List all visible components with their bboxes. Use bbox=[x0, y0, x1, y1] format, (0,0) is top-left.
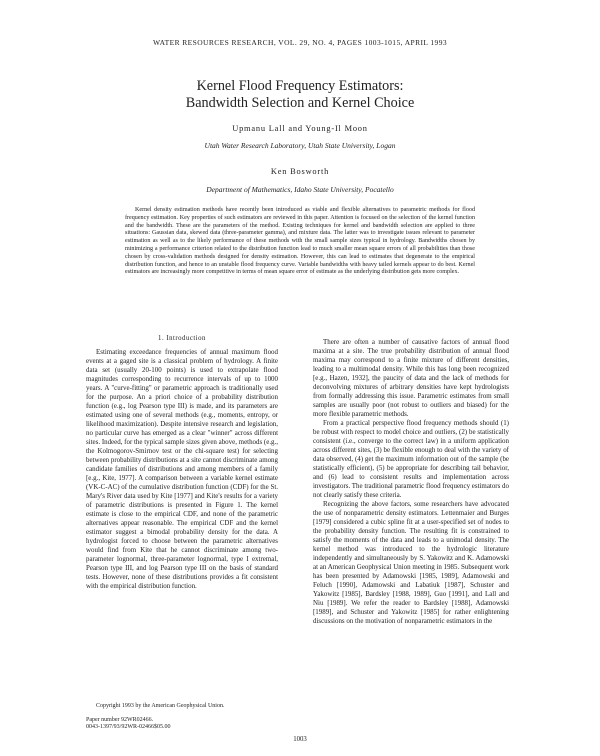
affiliation-primary: Utah Water Research Laboratory, Utah State University, Logan bbox=[204, 141, 396, 150]
authors-primary: Upmanu Lall and Young-Il Moon bbox=[232, 124, 368, 133]
paragraph: Estimating exceedance frequencies of annual maximum flood events at a gaged site is a classical problem of hydrology. A finite data set (usually 20-100 points) is used to extrapolate flood magnitudes corresponding to recurrence intervals of up to 1000 years. A "curve-fitting" or parametric approach is traditionally used for the purpose. An a priori choice of a probability distribution function (e.g., log Pearson type III) is made, and its parameters are estimated using one of several methods (e.g., moments, entropy, or likelihood maximization). Despite intensive research and legislation, no particular curve has emerged as a clear "winner" across different sites. Indeed, for the typical sample sizes given above, methods (e.g., the Kolmogorov-Smirnov test or the chi-square test) for selecting between probability distributions at a site cannot discriminate among candidate families of distributions and among members of a family [e.g., Kite, 1977]. A comparison between a variable kernel estimate (VK-C-AC) of the cumulative distribution function (CDF) for the St. Mary's River data used by Kite [1977] and Kite's results for a variety of parametric distributions is presented in Figure 1. The kernel estimate is close to the empirical CDF, and none of the parametric alternatives appear reasonable. The empirical CDF and the kernel estimator suggest a bimodal probability density for the data. A hydrologist forced to choose between the parametric alternatives would find from Kite that he cannot discriminate among two-parameter lognormal, three-parameter lognormal, type I extremal, Pearson type III, and log Pearson type III on the basis of standard tests. However, none of these distributions provides a fit consistent with the empirical distribution function. bbox=[86, 348, 278, 590]
journal-header: WATER RESOURCES RESEARCH, VOL. 29, NO. 4, PAGES 1003-1015, APRIL 1993 bbox=[152, 38, 448, 47]
paragraph: From a practical perspective flood frequency methods should (1) be robust with respect to model choice and outliers, (2) be statistically consistent (i.e., converge to the correct law) in a uniform application across different sites, (3) be flexible enough to deal with the variety of data observed, (4) get the maximum information out of the sample (be statistically efficient), (5) be appropriate for describing tail behavior, and (6) lead to consistent results and implementation across investigators. The traditional parametric flood frequency estimators do not clearly satisfy these criteria. bbox=[313, 419, 509, 499]
title-line-1: Kernel Flood Frequency Estimators: bbox=[196, 78, 404, 94]
abstract: Kernel density estimation methods have recently been introduced as viable and flexible alternatives to parametric methods for flood frequency estimation. Key properties of such estimators are reviewed in this paper. Attention is focused on the selection of the kernel function and the bandwidth. These are the parameters of the method. Existing techniques for kernel and bandwidth selection are applied to three situations: Gaussian data, skewed data (three-parameter gamma), and mixture data. The latter was to investigate issues relevant to parameter estimation as well as to the likely performance of these methods with the small sample sizes typical in hydrology. Bandwidths chosen by minimizing a performance criterion related to the distribution function lead to much smaller mean square errors of all probabilities than those chosen by cross-validation methods designed for density estimation. However, this can lead to estimates that degenerate to the empirical distribution function, and hence to an unstable flood frequency curve. Variable bandwidths with heavy tailed kernels appear to do best. Kernel estimators are increasingly more competitive in terms of mean square error of estimate as the underlying distribution gets more complex. bbox=[125, 207, 475, 276]
section-heading: 1. Introduction bbox=[158, 335, 206, 342]
paragraph: Recognizing the above factors, some researchers have advocated the use of nonparametric density estimators. Lettenmaier and Burges [1979] considered a cubic spline fit at a user-specified set of nodes to the probability density function. The resulting fit is constrained to satisfy the moments of the data and leads to a unimodal density. The kernel method was introduced to the hydrologic literature independently and simultaneously by S. Yakowitz and K. Adamowski at an American Geophysical Union meeting in 1985. Subsequent work has been presented by Adamowski [1985, 1989], Adamowski and Feluch [1990], Adamowski and Labatiuk [1987], Schuster and Yakowitz [1985], Bardsley [1988, 1989], Guo [1991], and Lall and Niu [1989]. We refer the reader to Bardsley [1988], Adamowski [1989], and Schuster and Yakowitz [1985] for rather enlightening discussions on the motivation of nonparametric estimators in the bbox=[313, 500, 509, 625]
paper-number: Paper number 92WR02466. bbox=[86, 716, 154, 723]
authors-secondary: Ken Bosworth bbox=[270, 167, 330, 176]
issn-code: 0043-1397/93/92WR-02466$05.00 bbox=[86, 724, 171, 731]
body-column-left bbox=[86, 334, 278, 591]
affiliation-secondary: Department of Mathematics, Idaho State University, Pocatello bbox=[206, 185, 394, 194]
footnote bbox=[86, 703, 278, 732]
page-number: 1003 bbox=[293, 736, 307, 743]
copyright-notice: Copyright 1993 by the American Geophysical Union. bbox=[96, 703, 225, 709]
paper-title bbox=[0, 78, 600, 112]
body-column-right bbox=[313, 338, 509, 626]
paragraph: There are often a number of causative factors of annual flood maxima at a site. The true probability distribution of annual flood maxima may correspond to a finite mixture of different densities, leading to a multimodal density. While this has long been recognized [e.g., Hazen, 1932], the paucity of data and the lack of methods for deconvolving mixtures of arbitrary densities have kept hydrologists from formally addressing this issue. Parametric estimates from small samples are usually poor (not robust to outliers and biased) for the more flexible parametric methods. bbox=[313, 338, 509, 418]
title-line-2: Bandwidth Selection and Kernel Choice bbox=[185, 95, 415, 111]
